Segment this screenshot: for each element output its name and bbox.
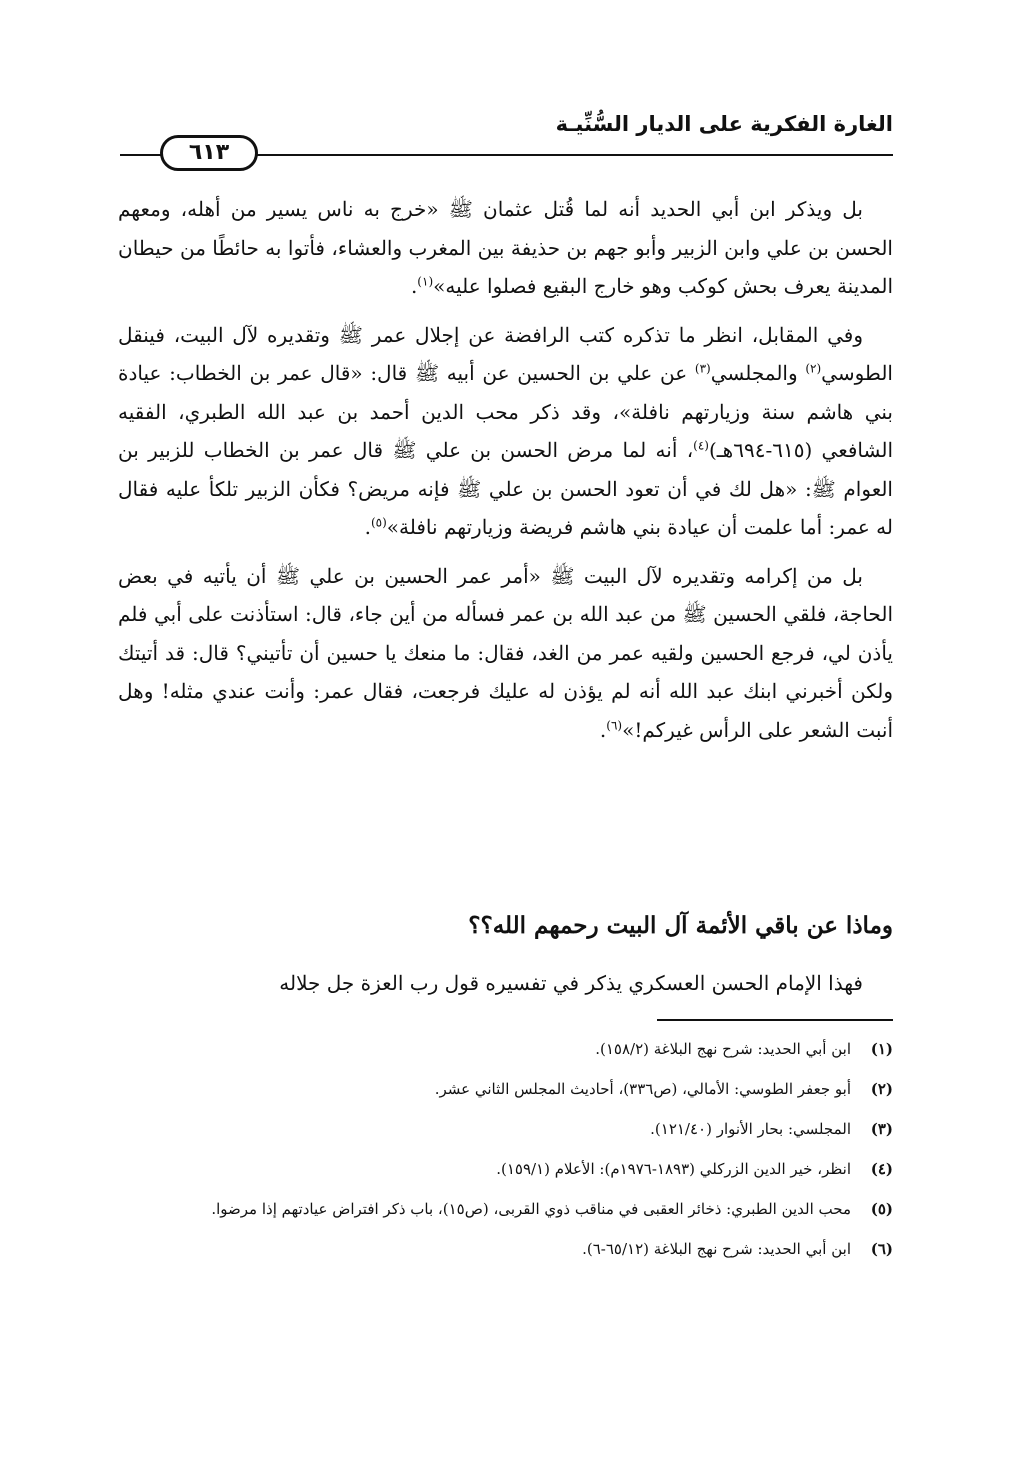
paragraph-2-text-b: والمجلسي [710, 361, 806, 385]
footnote-ref-6: (٦) [606, 717, 623, 732]
footnote-item [118, 1154, 893, 1184]
footnote-text: المجلسي: بحار الأنوار (١٢١/٤٠). [650, 1120, 851, 1138]
footnote-number: (٣) [870, 1120, 893, 1138]
footnote-item [118, 1194, 893, 1224]
section-heading: وماذا عن باقي الأئمة آل البيت رحمهم الله؟؟ [468, 912, 893, 939]
paragraph-3-text: بل من إكرامه وتقديره لآل البيت ﷺ «أمر عمر الحسين بن علي ﷺ أن يأتيه في بعض الحاجة، فلقي الحسين ﷺ من عبد الله بن عمر فسأله من أين جاء، قال: استأذنت على أبي فلم يأذن لي، فرجع الحسين ولقيه عمر من الغد، فقال: ما منعك يا حسين أن تأتيني؟ قال: قد أتيتك ولكن أخبرني ابنك عبد الله أنه لم يؤذن له عليك فرجعت، فقال عمر: وأنت عندي مثله! وهل أنبت الشعر على الرأس غيركم!» [118, 563, 893, 742]
paragraph-2-text-c: عن علي بن الحسين عن أبيه ﷺ قال: «قال عمر بن الخطاب: عيادة بني هاشم سنة وزيارتهم نافلة»، وقد ذكر محب الدين أحمد بن عبد الله الطبري، الفقيه الشافعي (٦١٥-٦٩٤هـ) [118, 361, 893, 462]
footnote-separator [657, 1019, 893, 1021]
footnote-text: انظر، خير الدين الزركلي (١٨٩٣-١٩٧٦م): الأعلام (١٥٩/١). [496, 1160, 851, 1178]
footnote-item [118, 1074, 893, 1104]
footnote-text: محب الدين الطبري: ذخائر العقبى في مناقب ذوي القربى، (ص١٥)، باب ذكر افتراض عيادتهم إذا مرضوا. [211, 1200, 851, 1218]
footnote-text: أبو جعفر الطوسي: الأمالي، (ص٣٣٦)، أحاديث المجلس الثاني عشر. [434, 1080, 851, 1098]
paragraph-2 [118, 316, 893, 547]
footnote-item [118, 1034, 893, 1064]
footnote-number: (٢) [870, 1080, 893, 1098]
footnote-number: (٤) [870, 1160, 893, 1178]
footnote-item [118, 1234, 893, 1264]
section-paragraph: فهذا الإمام الحسن العسكري يذكر في تفسيره قول رب العزة جل جلاله [279, 971, 863, 995]
paragraph-2-text-a: وفي المقابل، انظر ما تذكره كتب الرافضة عن إجلال عمر ﷺ وتقديره لآل البيت، فينقل الطوسي [118, 322, 893, 385]
body-text [118, 190, 893, 749]
page-number-badge: ٦١٣ [160, 135, 258, 171]
paragraph-1-end: . [410, 274, 418, 298]
footnote-number: (١) [870, 1040, 893, 1058]
paragraph-1-text: بل ويذكر ابن أبي الحديد أنه لما قُتل عثمان ﷺ «خرج به ناس يسير من أهله، ومعهم الحسن بن علي وابن الزبير وأبو جهم بن حذيفة بين المغرب والعشاء، فأتوا به حائطًا من حيطان المدينة يعرف بحش كوكب وهو خارج البقيع فصلوا عليه» [118, 197, 893, 298]
footnote-text: ابن أبي الحديد: شرح نهج البلاغة (٦٥/١٢-٦). [582, 1240, 851, 1258]
footnote-item [118, 1114, 893, 1144]
paragraph-2-text-d: ، أنه لما مرض الحسن بن علي ﷺ قال عمر بن الخطاب للزبير بن العوام ﷺ: «هل لك في أن تعود الحسن بن علي ﷺ فإنه مريض؟ فكأن الزبير تلكأ عليه فقال له عمر: أما علمت أن عيادة بني هاشم فريضة وزيارتهم نافلة» [118, 438, 893, 539]
paragraph-3-end: . [599, 717, 607, 742]
footnote-number: (٥) [870, 1200, 893, 1218]
footnotes [118, 1034, 893, 1274]
footnote-ref-2: (٢) [805, 361, 822, 376]
footnote-ref-3: (٣) [694, 361, 711, 376]
footnote-ref-4: (٤) [693, 438, 709, 453]
running-header-title: الغارة الفكرية على الديار السُّنِّيـة [555, 112, 893, 136]
paragraph-1 [118, 190, 893, 306]
footnote-ref-1: (١) [417, 274, 434, 289]
footnote-text: ابن أبي الحديد: شرح نهج البلاغة (١٥٨/٢). [595, 1040, 851, 1058]
footnote-number: (٦) [870, 1240, 893, 1258]
paragraph-3 [118, 557, 893, 750]
paragraph-2-end: . [364, 515, 371, 539]
footnote-ref-5: (٥) [370, 515, 387, 530]
